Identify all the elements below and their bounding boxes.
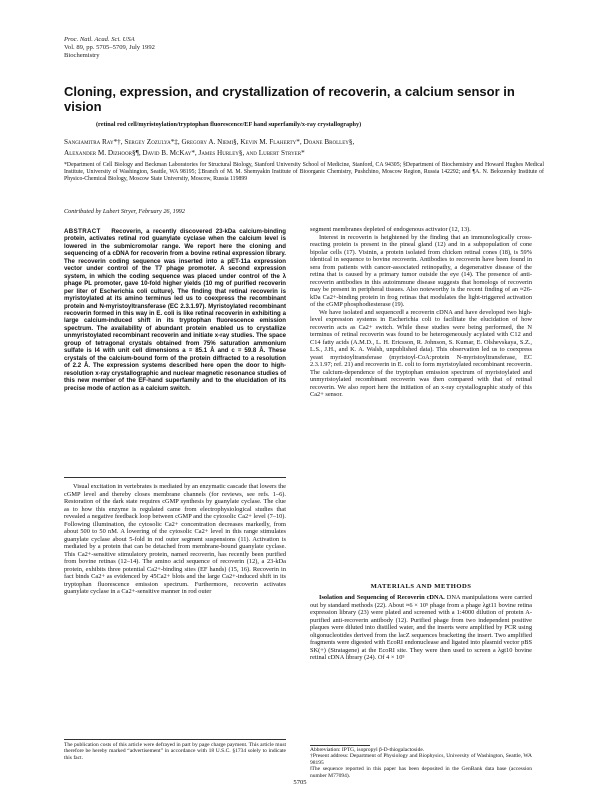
footnote-text: The publication costs of this article were defrayed in part by page charge payment. This article must therefore be hereby marked “advertisement” in accordance with 18 U.S.C. §1734 solely to indicate this fact. [64,742,286,761]
abstract-text: Recoverin, a recently discovered 23-kDa calcium-binding protein, activates retinal rod guanylate cyclase when the calcium level is lowered in the submicromolar range. We report here the cloning and sequencing of a cDNA for recoverin from a bovine retinal expression library. The recoverin coding sequence was inserted into a pET-11a expression vector under control of the T7 phage promoter. A second expression system, in which the coding sequence was placed under control of the λ phage PL promoter, gave 10-fold higher yields (10 mg of purified recoverin per liter of Escherichia coli culture). The finding that retinal recoverin is myristoylated at its amino terminus led us to coexpress the recombinant protein and N-myristoyltransferase (EC 2.3.1.97). Myristoylated recombinant recoverin formed in this way in E. coli is like retinal recoverin in exhibiting a large calcium-induced shift in its tryptophan fluorescence emission spectrum. The availability of abundant protein enabled us to crystallize unmyristoylated recombinant recoverin and initiate x-ray studies. The space group of tetragonal crystals obtained from 75% saturation ammonium sulfate is I4 with unit cell dimensions a = 85.1 Å and c = 59.8 Å. These crystals of the calcium-bound form of the protein diffracted to a resolution of 2.2 Å. The expression systems described here open the door to high-resolution x-ray crystallographic and nuclear magnetic resonance studies of this new member of the EF-hand superfamily and to the elucidation of its precise mode of action as a calcium switch. [64,228,286,392]
introduction-left-column [64,483,286,741]
journal-name: Proc. Natl. Acad. Sci. USA [64,36,135,43]
abstract-divider [64,477,286,478]
methods-paragraph [310,594,532,662]
intro-paragraph: segment membranes depleted of endogenous activator (12, 13). [310,226,471,233]
introduction-right-column [310,226,532,578]
author-list [64,137,564,158]
methods-subheading: Isolation and Sequencing of Recoverin cDNA. [319,594,445,601]
methods-heading: MATERIALS AND METHODS [370,583,472,590]
journal-volume: Vol. 89, pp. 5705–5709, July 1992 [64,44,155,51]
footnote-abbreviation: Abbreviation: IPTG, isopropyl β-D-thiogalactoside. [310,747,425,753]
authors-line-2: Alexander M. Dizhoor§¶, David B. McKay*, James Hurley§, and Lubert Stryer* [64,148,305,157]
footnotes [310,747,532,779]
affiliations: *Department of Cell Biology and Beckman Laboratories for Structural Biology, Stanford University School of Medicine, Stanford, CA 94305; §Department of Biochemistry and Howard Hughes Medical Institute, University of Washington, Seattle, WA 98195; ‡Branch of M. M. Shemyakin Institute of Bioorganic Chemistry, Pushchino, Moscow Region, Russia 142292; and ¶A. N. Belozersky Institute of Physico-Chemical Biology, Moscow State University, Moscow, Russia 119899 [64,162,544,183]
keywords: (retinal rod cell/myristoylation/tryptophan fluorescence/EF hand superfamily/x-ray crystallography) [96,121,362,128]
journal-header [64,36,155,60]
authors-line-1: Sangiamitra Ray*†, Sergey Zozulya*‡, Gregory A. Niemi§, Kevin M. Flaherty*, Doane Brolley§, [64,138,355,146]
footnote-divider [64,739,286,740]
journal-section: Biochemistry [64,52,100,59]
intro-paragraph: We have isolated and sequenced‖ a recoverin cDNA and have developed two high-level expression systems in Escherichia coli to facilitate the elucidation of how recoverin acts as Ca2+ switch. While these studies were being performed, the N terminus of retinal recoverin was found to be heterogeneously acylated with C12 and C14 fatty acids (A.M.D., L. H. Ericsson, R. Johnson, S. Kumar, E. Olshevskaya, S.Z., L.S., J.H., and K. A. Walsh, unpublished data). This observation led us to coexpress yeast myristoyltransferase (myristoyl-CoA:protein N-myristoyltransferase, EC 2.3.1.97; ref. 21) and recoverin in E. coli to form myristoylated recombinant recoverin. The calcium-dependence of the tryptophan emission spectrum of myristoylated and unmyristoylated recombinant recoverin was then compared with that of retinal recoverin. We also report here the initiation of an x-ray crystallographic study of this Ca2+ sensor. [310,308,532,398]
abstract-label: ABSTRACT [64,228,101,235]
paper-title: Cloning, expression, and crystallization of recoverin, a calcium sensor in vision [64,84,515,114]
page-number: 5705 [293,779,307,786]
intro-paragraph: Visual excitation in vertebrates is mediated by an enzymatic cascade that lowers the cGMP level and thereby closes membrane channels (for reviews, see refs. 1–6). Restoration of the dark state requires cGMP synthesis by guanylate cyclase. The clue as to how this enzyme is regulated came from electrophysiological studies that revealed a negative feedback loop between cGMP and the cytosolic Ca2+ level (7–10). Following illumination, the cytosolic Ca2+ concentration decreases markedly, from about 500 to 50 nM. A lowering of the cytosolic Ca2+ level in this range stimulates guanylate cyclase about 5-fold in rod outer segment suspensions (11). Activation is mediated by a protein that can be detached from membrane-bound guanylate cyclase. This Ca2+-sensitive stimulatory protein, named recoverin, has recently been purified from bovine retinas (12–14). The amino acid sequence of recoverin (12), a 23-kDa protein, exhibits three potential Ca2+-binding sites (EF hands) (15, 16). Recoverin in fact binds Ca2+ as evidenced by 45Ca2+ blots and the large Ca2+-induced shift in its tryptophan fluorescence emission spectrum. Furthermore, recoverin activates guanylate cyclase in a Ca2+-sensitive manner in rod outer [64,483,286,595]
footnote-divider [310,745,370,746]
methods-section [310,594,532,741]
publication-costs-note [64,742,286,761]
footnote-genbank: ‖The sequence reported in this paper has been deposited in the GenBank data base (accession number M77094). [310,766,532,779]
abstract [64,228,286,460]
methods-text: DNA manipulations were carried out by standard methods (22). About ≈6 × 10⁵ phage from a phage λgt11 bovine retina expression library (23) were plated and screened with a 1:4000 dilution of protein A-purified anti-recoverin antibody (12). Purified phage from two independent positive plaques were diluted into distilled water, and the inserts were amplified by PCR using oligonucleotides derived from the lacZ sequences bracketing the insert. Two amplified fragments were digested with EcoRI endonuclease and ligated into plasmid vector pBS SK(+) (Stratagene) at the EcoRI site. They were then used to screen a λgt10 bovine retinal cDNA library (24). Of 4 × 10⁵ [310,594,532,661]
footnote-address: †Present address: Department of Physiology and Biophysics, University of Washington, Seattle, WA 98195 [310,753,532,766]
contributed-by: Contributed by Lubert Stryer, February 26, 1992 [64,208,185,215]
intro-paragraph: Interest in recoverin is heightened by the finding that an immunologically cross-reacting protein is present in the pineal gland (12) and in a subpopulation of cone bipolar cells (17). Visinin, a protein isolated from chicken retinal cones (18), is 59% identical in sequence to bovine recoverin. Antibodies to recoverin have been found in sera from patients with cancer-associated retinopathy, a degenerative disease of the retina that is caused by a primary tumor outside the eye (14). The presence of anti-recoverin antibodies in this autoimmune disease suggests that homologs of recoverin may be present in peripheral tissues. Also noteworthy is the recent finding of an ≈26-kDa Ca2+-binding protein in frog retinas that modulates the light-triggered activation of the cGMP phosphodiesterase (19). [310,233,532,308]
